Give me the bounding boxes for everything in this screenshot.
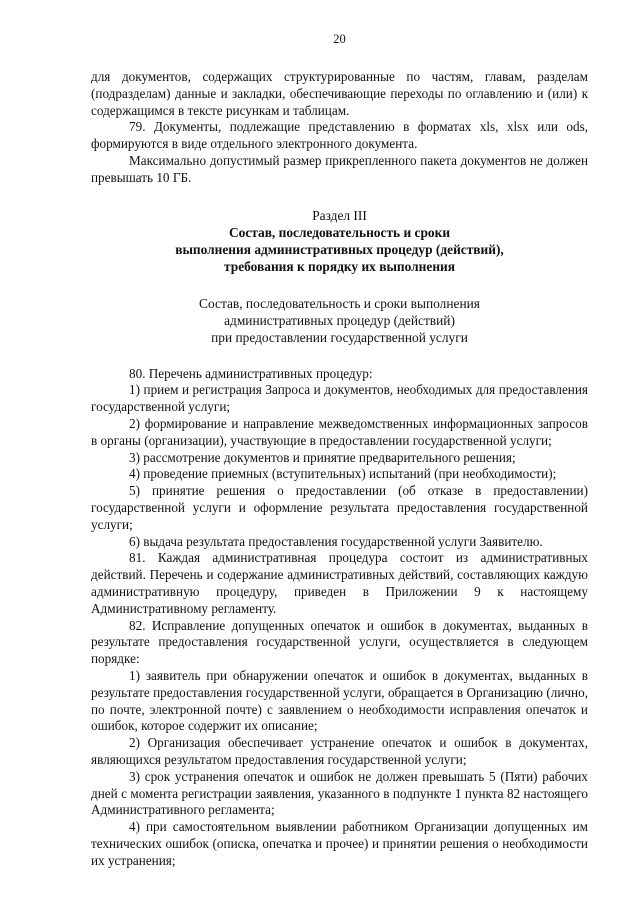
paragraph-81: 81. Каждая административная процедура состоит из административных действий. Перечень и содержание административных действий, составляющих каждую административную процедуру, приведен в Приложении 9 к настоящему Административному регламенту. bbox=[91, 550, 588, 616]
list-item-80-3: 3) рассмотрение документов и принятие предварительного решения; bbox=[129, 449, 516, 465]
section-title-line-1: Состав, последовательность и сроки bbox=[228, 224, 451, 240]
list-item-82-2: 2) Организация обеспечивает устранение опечаток и ошибок в документах, являющихся результатом предоставления государственной услуги; bbox=[91, 735, 588, 767]
subsection-title-line-1: Состав, последовательность и сроки выполнения bbox=[199, 295, 480, 311]
list-item-80-4: 4) проведение приемных (вступительных) испытаний (при необходимости); bbox=[129, 466, 557, 482]
paragraph-82: 82. Исправление допущенных опечаток и ошибок в документах, выданных в результате предоставления государственной услуги, осуществляется в следующем порядке: bbox=[91, 617, 588, 667]
section-title-line-2: выполнения административных процедур (действий), bbox=[175, 241, 504, 257]
paragraph-continuation: для документов, содержащих структурированные по частям, главам, разделам (подразделам) данные и закладки, обеспечивающие переходы по оглавлению и (или) к содержащимся в тексте рисункам и таблицам. bbox=[91, 69, 588, 118]
page-number: 20 bbox=[333, 32, 346, 46]
subsection-title-line-2: административных процедур (действий) bbox=[224, 312, 455, 328]
list-item-82-3: 3) срок устранения опечаток и ошибок не должен превышать 5 (Пяти) рабочих дней с момента регистрации заявления, указанного в подпункте 1 пункта 82 настоящего Административного регламента; bbox=[91, 768, 588, 818]
list-item-80-1: 1) прием и регистрация Запроса и документов, необходимых для предоставления государственной услуги; bbox=[91, 382, 588, 415]
section-label: Раздел III bbox=[312, 207, 367, 223]
list-item-82-1: 1) заявитель при обнаружении опечаток и ошибок в документах, выданных в результате предоставления государственной услуги, обращается в Организацию (лично, по почте, электронной почте) с заявлением о необходимости исправления опечаток и ошибок, которое содержит их описание; bbox=[91, 667, 588, 734]
section-title-line-3: требования к порядку их выполнения bbox=[224, 258, 455, 274]
paragraph-80: 80. Перечень административных процедур: bbox=[129, 365, 373, 381]
paragraph-79: 79. Документы, подлежащие представлению в форматах xls, xlsx или ods, формируются в виде отдельного электронного документа. bbox=[91, 119, 588, 152]
list-item-82-4: 4) при самостоятельном выявлении работником Организации допущенных им технических ошибок (описка, опечатка и прочее) и принятии решения о необходимости их устранения; bbox=[91, 819, 588, 868]
subsection-title-line-3: при предоставлении государственной услуги bbox=[211, 329, 468, 345]
list-item-80-6: 6) выдача результата предоставления государственной услуги Заявителю. bbox=[129, 533, 543, 549]
list-item-80-2: 2) формирование и направление межведомственных информационных запросов в органы (организации), участвующие в предоставлении государственной услуги; bbox=[91, 415, 588, 448]
list-item-80-5: 5) принятие решения о предоставлении (об отказе в предоставлении) государственной услуги и оформление результата предоставления государственной услуги; bbox=[91, 483, 588, 532]
paragraph-max-size: Максимально допустимый размер прикрепленного пакета документов не должен превышать 10 ГБ. bbox=[91, 152, 588, 185]
